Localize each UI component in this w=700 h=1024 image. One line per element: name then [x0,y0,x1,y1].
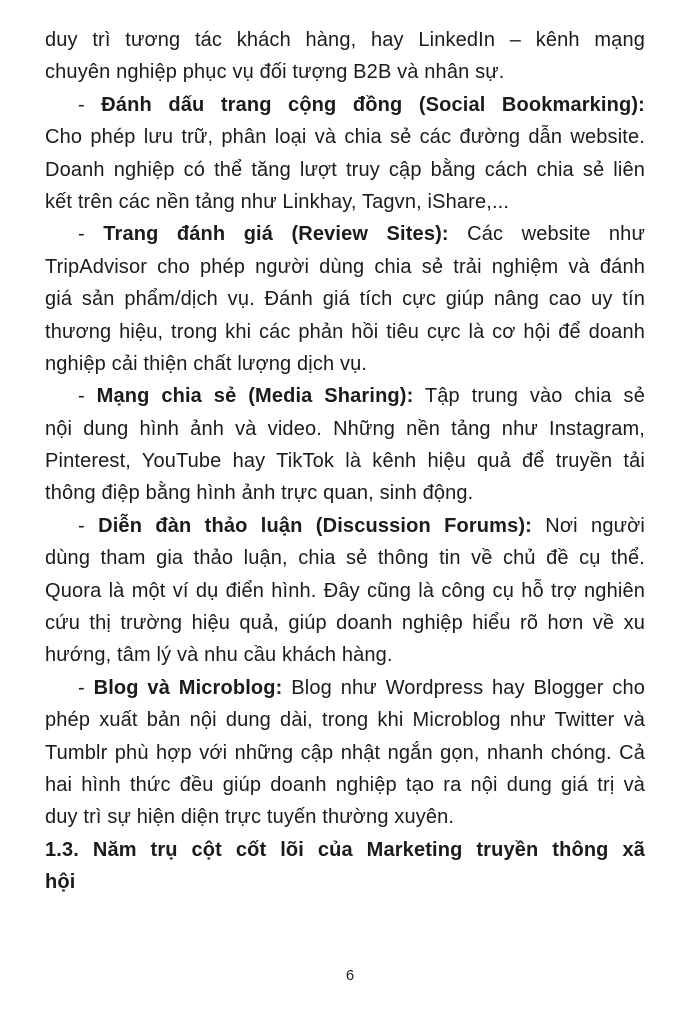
text-line [45,737,645,769]
page-number: 6 [345,967,355,984]
text-line [45,89,645,121]
text-run: dùng tham gia thảo luận, chia sẻ thông tin về chủ đề cụ thể. [45,547,645,570]
text-run: Tumblr phù hợp với những cập nhật ngắn gọn, nhanh chóng. Cả [45,741,645,764]
bold-text-run: Diễn đàn thảo luận (Discussion Forums): [98,514,532,537]
text-line [45,251,645,283]
text-run: kết trên các nền tảng như Linkhay, Tagvn, iShare,... [45,190,510,213]
text-run: nghiệp cải thiện chất lượng dịch vụ. [45,352,368,375]
text-run: chuyên nghiệp phục vụ đối tượng B2B và nhân sự. [45,61,505,84]
text-run: - [78,223,104,246]
text-run: cứu thị trường hiệu quả, giúp doanh nghiệp hiểu rõ hơn về xu [45,612,645,635]
text-run: Nơi người [531,514,645,537]
text-run: duy trì tương tác khách hàng, hay LinkedIn – kênh mạng [45,29,645,51]
text-run: - [78,93,102,116]
text-run: Các website như [448,223,645,246]
text-line [45,510,645,542]
text-line [45,672,645,704]
text-run: phép xuất bản nội dung dài, trong khi Microblog như Twitter và [45,709,645,732]
text-line [45,154,645,186]
bold-text-run: 1.3. Năm trụ cột cốt lõi của Marketing truyền thông xã [45,838,645,861]
text-run: nội dung hình ảnh và video. Những nền tảng như Instagram, [45,417,645,440]
text-line [45,186,645,218]
text-line [45,445,645,477]
para-social-bookmarking [45,89,645,219]
text-run: thương hiệu, trong khi các phản hồi tiêu cực là cơ hội để doanh [45,320,645,343]
text-line [45,639,645,671]
text-run: Blog như Wordpress hay Blogger cho [282,676,645,699]
text-run: giá sản phẩm/dịch vụ. Đánh giá tích cực giúp nâng cao uy tín [45,288,645,311]
para-review-sites [45,218,645,380]
bold-text-run: Blog và Microblog: [93,676,283,699]
text-line [45,801,645,833]
text-run: Tập trung vào chia sẻ [413,385,645,408]
text-line [45,575,645,607]
text-run: Cho phép lưu trữ, phân loại và chia sẻ các đường dẫn website. [45,126,645,149]
text-run: TripAdvisor cho phép người dùng chia sẻ trải nghiệm và đánh [45,255,645,278]
heading-1-3 [45,834,645,899]
text-run: thông điệp bằng hình ảnh trực quan, sinh động. [45,482,474,505]
text-run: - [78,676,94,699]
text-line [45,477,645,509]
bold-text-run: hội [45,871,76,894]
text-run: Quora là một ví dụ điển hình. Đây cũng là công cụ hỗ trợ nghiên [45,579,645,602]
para-media-sharing [45,380,645,510]
text-line [45,413,645,445]
text-line [45,834,645,866]
text-run: - [78,514,99,537]
bold-text-run: Đánh dấu trang cộng đồng (Social Bookmarking): [101,93,645,116]
para-social-network-continuation [45,24,645,89]
text-line [45,769,645,801]
text-line [45,348,645,380]
para-blog-microblog [45,672,645,834]
text-run: duy trì sự hiện diện trực tuyến thường xuyên. [45,806,455,829]
text-line [45,218,645,250]
text-line [45,607,645,639]
para-discussion-forums [45,510,645,672]
bold-text-run: Mạng chia sẻ (Media Sharing): [96,385,414,408]
text-line [45,121,645,153]
text-line [45,542,645,574]
text-line [45,380,645,412]
text-line [45,24,645,56]
document-body [45,24,645,899]
text-line [45,316,645,348]
text-line [45,866,645,898]
text-run: hai hình thức đều giúp doanh nghiệp tạo ra nội dung giá trị và [45,773,645,796]
text-run: Pinterest, YouTube hay TikTok là kênh hiệu quả để truyền tải [45,450,645,473]
text-line [45,704,645,736]
text-run: - [78,385,97,408]
text-line [45,56,645,88]
text-line [45,283,645,315]
text-run: hướng, tâm lý và nhu cầu khách hàng. [45,644,393,667]
bold-text-run: Trang đánh giá (Review Sites): [103,223,449,246]
text-run: Doanh nghiệp có thể tăng lượt truy cập bằng cách chia sẻ liên [45,158,645,181]
